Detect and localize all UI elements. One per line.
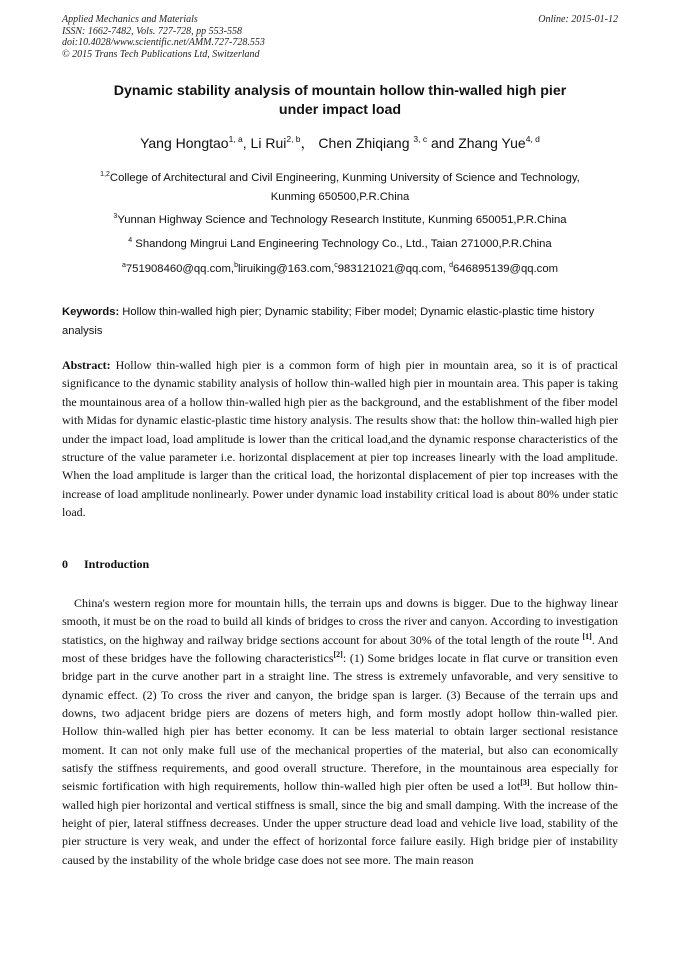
affiliation-1 [62, 169, 618, 207]
email-mark: c [334, 262, 338, 269]
section-title: Introduction [84, 557, 150, 571]
introduction-paragraph [62, 594, 618, 869]
author-name: Li Rui [250, 135, 287, 151]
email-link[interactable]: 646895139@qq.com [452, 263, 559, 275]
affiliation-mark: 1,2 [100, 171, 110, 178]
keywords-label: Keywords: [62, 306, 120, 318]
author-separator: , [242, 135, 251, 151]
author-affiliation-mark: 3, c [413, 134, 428, 144]
affiliation-3 [62, 235, 618, 254]
paragraph-text: : (1) Some bridges locate in flat curve or transition even bridge part in the curve another part in a straight line. The stress is extremely unfavorable, and very sensitive to dynamic effect. (2) To cross the river and canyon, the bridge span is larger. (3) Because of the terrain ups and downs, two adjacent bridge piers are dozens of meters high, and form mostly adopt hollow thin-walled pier. Hollow thin-walled high pier has better economy. It can be less material to obtain larger sectional resistance moment. It can not only make full use of the mechanical properties of the material, but also can economically satisfy the stiffness requirements, and good overall structure. Therefore, in the mountainous area especially for seismic fortification with high requirements, hollow thin-walled high pier often be used a lot [62, 651, 618, 794]
affiliation-text-cont: Kunming 650500,P.R.China [270, 191, 410, 203]
author-separator: and [427, 135, 459, 151]
affiliation-text: College of Architectural and Civil Engineering, Kunming University of Science and Technology, [109, 172, 580, 184]
email-link[interactable]: 983121021@qq.com, [337, 263, 450, 275]
author-name: Chen Zhiqiang [318, 135, 410, 151]
affiliation-2 [62, 211, 618, 230]
keywords-text: Hollow thin-walled high pier; Dynamic stability; Fiber model; Dynamic elastic-plastic time history analysis [62, 306, 595, 337]
citation-ref[interactable]: [1] [582, 631, 592, 641]
journal-name: Applied Mechanics and Materials [62, 14, 198, 25]
author-name: Zhang Yue [458, 135, 526, 151]
doi-line[interactable]: doi:10.4028/www.scientific.net/AMM.727-728.553 [62, 37, 265, 48]
affiliation-text: Yunnan Highway Science and Technology Research Institute, Kunming 650051,P.R.China [117, 214, 567, 226]
copyright-line: © 2015 Trans Tech Publications Ltd, Switzerland [62, 48, 260, 60]
keywords [62, 303, 618, 340]
online-date: Online: 2015-01-12 [538, 14, 618, 25]
email-link[interactable]: 751908460@qq.com, [125, 263, 235, 275]
author-affiliation-mark: 1, a [228, 134, 243, 144]
email-mark: d [449, 262, 453, 269]
paragraph-text: China's western region more for mountain hills, the terrain ups and downs is bigger. Due to the highway linear smooth, it must be on the road to build all kinds of bridges to cross the river and canyon. According to investigation statistics, on the highway and railway bridge sections account for about 30% of the total length of the route [62, 596, 618, 647]
abstract [62, 356, 618, 522]
section-number: 0 [62, 557, 68, 571]
abstract-label: Abstract: [62, 358, 111, 372]
paragraph-text: . But hollow thin-walled high pier horizontal and vertical stiffness is small, since the big and small damping. With the increase of the height of pier, lateral stiffness decreases. Under the upper structure dead load and vehicle live load, stability of the pier structure is very weak, and under the effect of horizontal force failure easily. High bridge pier of instability caused by the instability of the whole bridge case does not see more. The main reason [62, 779, 618, 867]
issn-line: ISSN: 1662-7482, Vols. 727-728, pp 553-558 [62, 25, 242, 37]
email-mark: a [121, 262, 126, 269]
author-affiliation-mark: 4, d [525, 134, 540, 144]
section-heading [62, 556, 618, 572]
citation-ref[interactable]: [2] [333, 650, 343, 660]
title-line-2: under impact load [278, 102, 402, 118]
author-name: Yang Hongtao [140, 135, 229, 151]
affiliation-text: Shandong Mingrui Land Engineering Technology Co., Ltd., Taian 271000,P.R.China [132, 238, 552, 250]
affiliation-mark: 3 [113, 213, 118, 220]
paragraph-text: . And most of these bridges have the following characteristics [62, 632, 618, 666]
affiliation-mark: 4 [128, 237, 133, 244]
citation-ref[interactable]: [3] [520, 778, 530, 788]
author-separator: ， [300, 135, 319, 151]
author-affiliation-mark: 2, b [286, 134, 301, 144]
author-emails [62, 260, 618, 279]
abstract-text: Hollow thin-walled high pier is a common form of high pier in mountain area, so it is of practical significance to the dynamic stability analysis of hollow thin-walled high pier in mountain area. This paper is taking the mountainous area of a hollow thin-walled high pier as the background, and the establishment of the fiber model with Midas for dynamic elastic-plastic time history analysis. The results show that: the hollow thin-walled high pier under the impact load, load amplitude is lower than the critical load,and the dynamic response characteristics of the structure of the value parameter i.e. horizontal displacement at pier top increases linearly with the load amplitude. When the load amplitude is larger than the critical load, the horizontal displacement of pier top increases with the increase of load amplitude nonlinearly. Power under dynamic load instability critical load is about 80% under static load. [62, 358, 619, 520]
author-list [62, 134, 618, 152]
email-link[interactable]: liruiking@163.com, [237, 263, 335, 275]
email-mark: b [234, 262, 238, 269]
paper-title [62, 82, 618, 120]
journal-header [62, 14, 618, 60]
title-line-1: Dynamic stability analysis of mountain hollow thin-walled high pier [113, 83, 567, 99]
